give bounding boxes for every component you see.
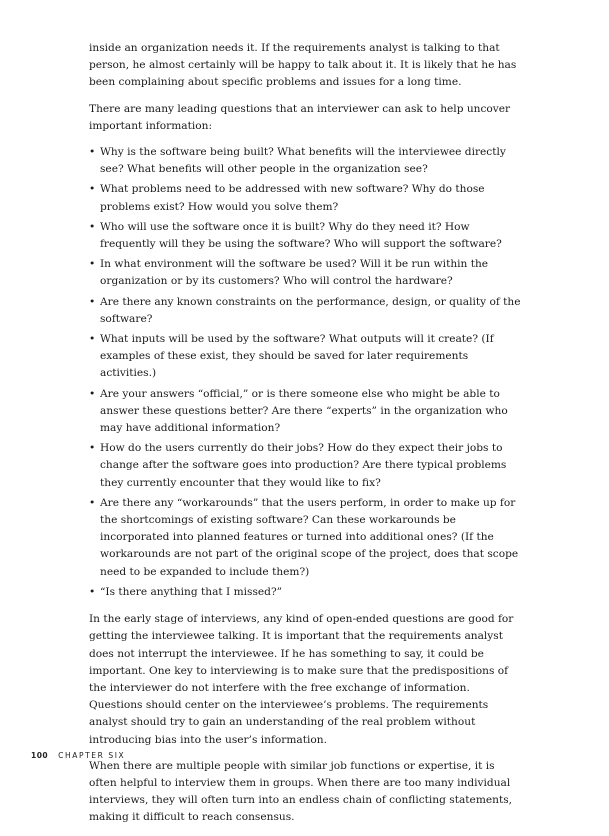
question-item: • Why is the software being built? What benefits will the interviewee directly see? What benefits will other people in the organization see? [89, 144, 521, 178]
early-stage-paragraph: In the early stage of interviews, any kind of open-ended questions are good for getting the interviewee talking. It is important that the requirements analyst does not interrupt the interviewee. If he has something to say, it could be important. One key to interviewing is to make sure that the predispositions of the interviewer do not interfere with the free exchange of information. Questions should center on the interviewee’s problems. The requirements analyst should try to gain an understanding of the real problem without introducing bias into the user’s information. [89, 613, 514, 746]
question-item: • “Is there anything that I missed?” [89, 584, 521, 601]
intro-paragraph: inside an organization needs it. If the requirements analyst is talking to that person, he almost certainly will be happy to talk about it. It is likely that he has been complaining about specific problems and issues for a long time. [89, 42, 517, 89]
question-item: • Are there any known constraints on the performance, design, or quality of the software? [89, 294, 521, 328]
leading-questions-paragraph: There are many leading questions that an interviewer can ask to help uncover important information: [89, 102, 511, 132]
question-item: • In what environment will the software be used? Will it be run within the organization or by its customers? Who will control the hardware? [89, 256, 521, 290]
question-item: • Who will use the software once it is built? Why do they need it? How frequently will they be using the software? Who will support the software? [89, 219, 521, 253]
question-item: • What problems need to be addressed with new software? Why do those problems exist? How would you solve them? [89, 181, 521, 215]
groups-paragraph: When there are multiple people with similar job functions or expertise, it is often helpful to interview them in groups. When there are too many individual interviews, they will often turn into an endless chain of conflicting statements, making it difficult to reach consensus. [89, 759, 513, 824]
question-item: • Are there any “workarounds” that the users perform, in order to make up for the shortcomings of existing software? Can these workarounds be incorporated into planned features or turned into additional ones? (If the workarounds are not part of the original scope of the project, does that scope need to be expanded to include them?) [89, 495, 521, 581]
question-item: • How do the users currently do their jobs? How do they expect their jobs to change after the software goes into production? Are there typical problems they currently encounter that they would like to fix? [89, 440, 521, 492]
question-item: • Are your answers “official,” or is there someone else who might be able to answer these questions better? Are there “experts” in the organization who may have additional information? [89, 386, 521, 438]
page-number: 100 [31, 751, 49, 760]
page-body [89, 40, 521, 836]
chapter-label: CHAPTER SIX [58, 751, 126, 760]
question-list [89, 144, 521, 601]
page-footer [31, 751, 125, 760]
question-item: • What inputs will be used by the software? What outputs will it create? (If examples of these exist, they should be saved for later requirements activities.) [89, 331, 521, 383]
